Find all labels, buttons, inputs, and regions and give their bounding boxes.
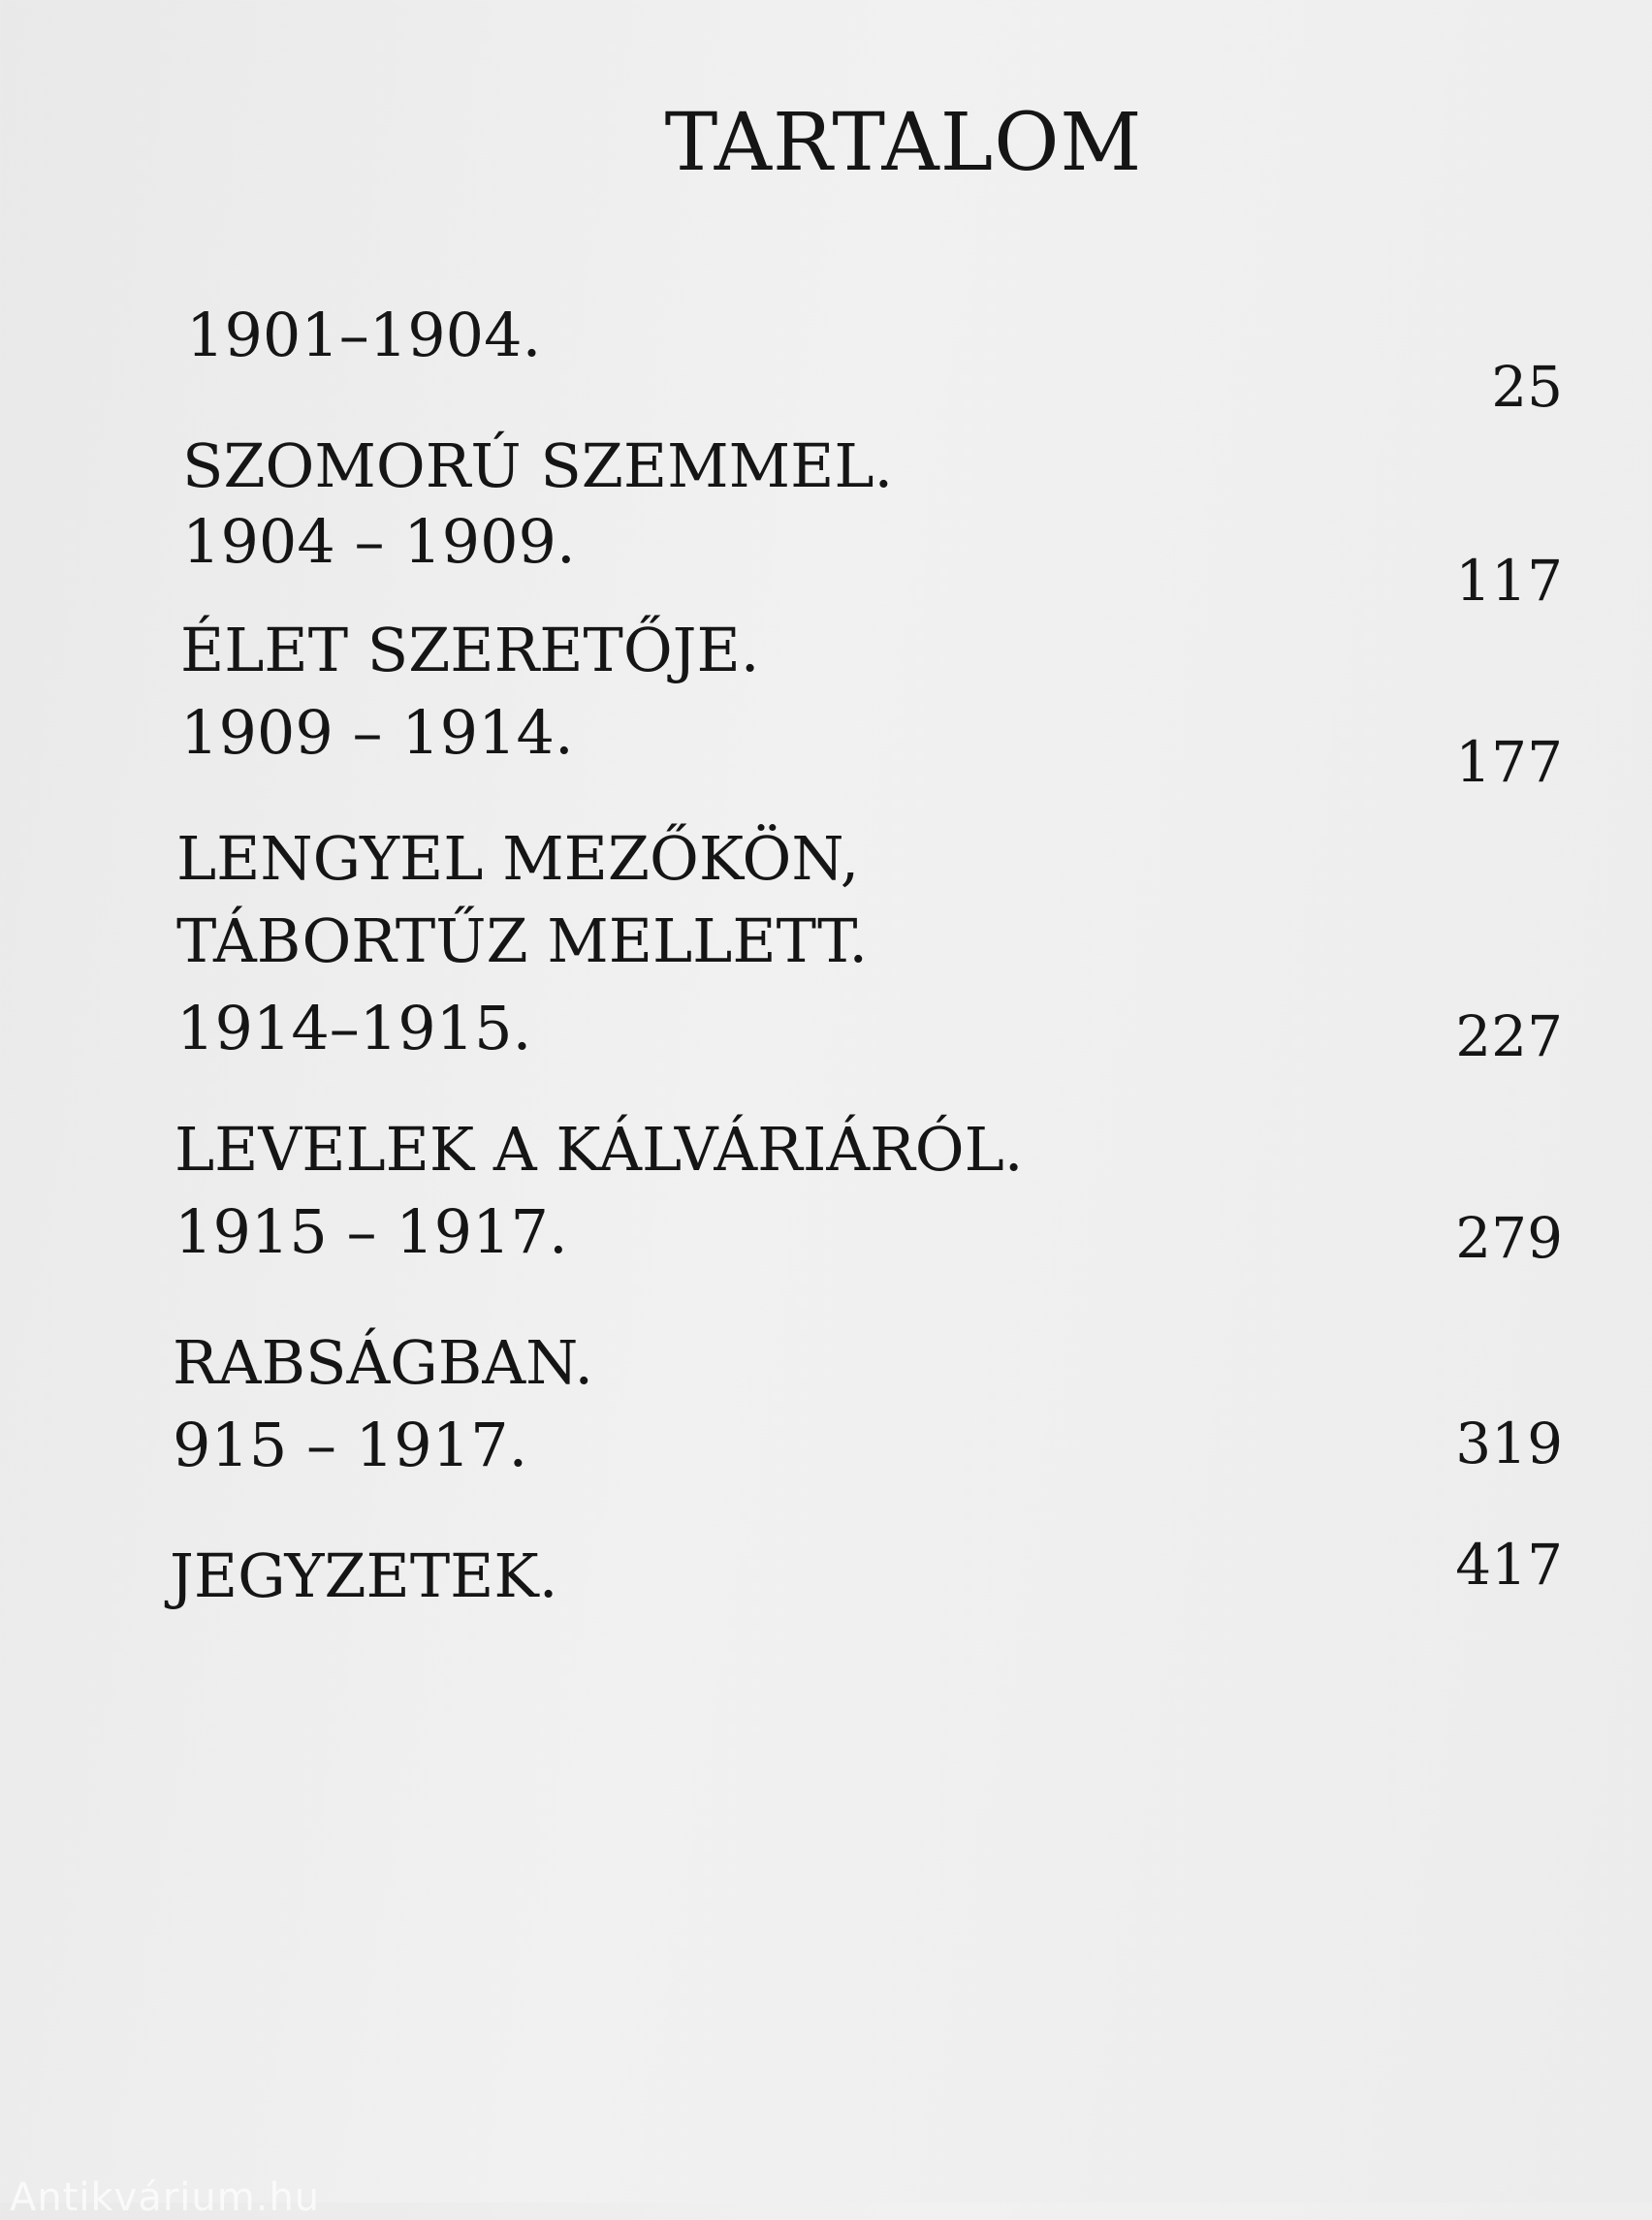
watermark: Antikvárium.hu <box>10 2175 321 2220</box>
toc-entry-line: LEVELEK A KÁLVÁRIÁRÓL. <box>175 1114 1024 1185</box>
toc-entry-line: TÁBORTŰZ MELLETT. <box>176 905 869 976</box>
toc-entry-line: 915 – 1917. <box>173 1410 528 1480</box>
toc-page-number: 319 <box>1455 1411 1563 1476</box>
toc-page-number: 177 <box>1455 729 1563 795</box>
toc-entry-line: 1915 – 1917. <box>175 1196 568 1267</box>
toc-page-number: 417 <box>1455 1532 1563 1598</box>
toc-entry-line: LENGYEL MEZŐKÖN, <box>176 823 860 894</box>
toc-page-number: 227 <box>1455 1003 1563 1069</box>
toc-entry-line: 1914–1915. <box>176 993 532 1063</box>
toc-entry-line: ÉLET SZERETŐJE. <box>180 615 760 685</box>
toc-page-number: 279 <box>1455 1205 1563 1271</box>
page-title: TARTALOM <box>664 97 1143 189</box>
toc-entry-line: 1909 – 1914. <box>180 697 574 768</box>
toc-entry-line: 1904 – 1909. <box>182 506 576 577</box>
toc-page-number: 117 <box>1455 548 1563 614</box>
toc-entry-line: JEGYZETEK. <box>170 1540 558 1611</box>
toc-entry-line: SZOMORÚ SZEMMEL. <box>182 430 894 501</box>
toc-entry-line: 1901–1904. <box>186 300 542 370</box>
toc-entry-line: RABSÁGBAN. <box>173 1327 594 1398</box>
toc-page-number: 25 <box>1491 354 1563 420</box>
